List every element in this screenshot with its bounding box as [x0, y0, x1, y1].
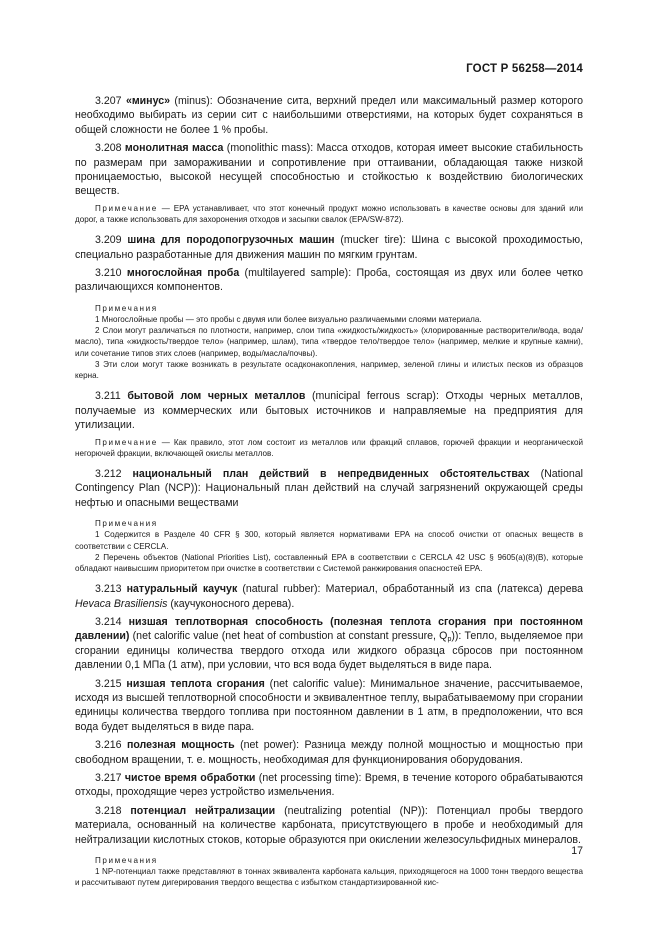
- document-body: [75, 94, 583, 893]
- page-number: 17: [571, 845, 583, 857]
- note: 1 Многослойные пробы — это пробы с двумя или более визуально различаемыми слоями материала.: [95, 315, 482, 325]
- term: многослойная проба: [126, 267, 240, 280]
- entry-3-210: 3.210 многослойная проба (multilayered sample): Проба, состоящая из двух или более четко различающихся компонентов.: [75, 267, 584, 294]
- term: натуральный каучук: [126, 583, 238, 596]
- note: 3 Эти слои могут также возникать в результате осадконакопления, например, зеленой глины и илистых песков из образцов керна.: [75, 359, 583, 381]
- note: 2 Перечень объектов (National Priorities List), составленный EPA в соответствии с CERCLA 42 USC § 9605(a)(8)(B), которые обладают наивысшим приоритетом при очистке в соответствии с Системой ранжирования опасностей EPA.: [75, 552, 583, 573]
- entry-3-215: 3.215 низшая теплота сгорания (net calorific value): Минимальное значение, рассчитываемое, исходя из высшей теплотворной способности и эквивалентное теплу, вырабатываемому при сгорании единицы количества твердого топлива при постоянном давлении в 1 атм, в предположении, что вся вода будет выделяться в виде пара.: [75, 677, 583, 733]
- entry-3-216: 3.216 полезная мощность (net power): Разница между полной мощностью и мощностью при свободном вращении, т. е. мощность, необходимая для функционирования оборудования.: [75, 739, 583, 766]
- entry-3-217: 3.217 чистое время обработки (net processing time): Время, в течение которого обрабатываются отходы, проходящие через устройство измельчения.: [75, 772, 583, 799]
- entry-3-213: 3.213 натуральный каучук (natural rubber): Материал, обработанный из спа (латекса) дерева Hevaca Brasiliensis (каучуконосного дерева).: [75, 583, 583, 610]
- entry-3-212: 3.212 национальный план действий в непредвиденных обстоятельствах (National Contingency Plan (NCP)): Национальный план действий на случай загрязнений окружающей среды нефтью и опасными веществами: [75, 467, 583, 509]
- term: «минус»: [125, 95, 170, 107]
- term: национальный план действий в непредвиденных обстоятельствах: [132, 467, 530, 480]
- term: шина для породопогрузочных машин: [127, 234, 335, 247]
- term: бытовой лом черных металлов: [127, 390, 306, 403]
- entry-3-218: 3.218 потенциал нейтрализации (neutralizing potential (NP)): Потенциал пробы твердого материала, основанный на количестве карбоната, присутствующего в пробе и необходимый для нейтрализации кислотных стоков, которые образуются при окислении железосульфидных минералов.: [75, 804, 584, 846]
- term: потенциал нейтрализации: [130, 804, 276, 817]
- entry-3-208: 3.208 монолитная масса (monolithic mass): Масса отходов, которая имеет высокие стабильность по размерам при замораживании и сопротивление при оттаивании, обладающая также низкой проницаемостью, высокой несущей способностью и стойкостью к воздействию биологических веществ.: [75, 142, 583, 198]
- term: низшая теплота сгорания: [126, 677, 265, 690]
- notes-heading: Примечания: [95, 519, 158, 529]
- term: чистое время обработки: [124, 772, 256, 785]
- entry-3-207: 3.207 «минус» (minus): Обозначение сита, верхний предел или максимальный размер которого необходимо выбирать из серии сит с наибольшими отверстиями, на которых будет сохраняться в общей сложности не более 1 % пробы.: [75, 95, 583, 136]
- note: 2 Слои могут различаться по плотности, например, слои типа «жидкость/жидкость» (хлорированные растворители/вода, вода/масло), типа «жидкость/твердое тело» (например, шлам), типа «твердое тело/твердое тело» (например, мелкие и крупные камни), или сочетание типов этих слоев (например, воды/масла/почвы).: [75, 326, 583, 358]
- entry-3-214: 3.214 низшая теплотворная способность (полезная теплота сгорания при постоянном давлении) (net calorific value (net heat of combustion at constant pressure, $Q_p$)): Тепло, выделяемое при сгорании единицы количества твердого отхода или жидкого образца сбросов при постоянном давлении 0,1 МПа (1 атм), при условии, что вся вода будет выделяться в виде пара.: [75, 615, 584, 672]
- note: Примечание — EPA устанавливает, что этот конечный продукт можно использовать в качестве основы для зданий или дорог, а также использовать для захоронения отходов и засыпки свалок (EPA/SW-872).: [75, 203, 583, 225]
- notes-heading: Примечания: [95, 303, 158, 313]
- notes-heading: Примечания: [95, 856, 158, 866]
- term: полезная мощность: [126, 739, 235, 752]
- note: 1 Содержится в Разделе 40 CFR § 300, который является нормативами EPA на способ очистки от опасных веществ в соответствии с CERCLA.: [75, 530, 583, 551]
- entry-3-209: 3.209 шина для породопогрузочных машин (mucker tire): Шина с высокой проходимостью, специально разработанные для движения машин по мягким грунтам.: [75, 234, 583, 261]
- entry-3-211: 3.211 бытовой лом черных металлов (municipal ferrous scrap): Отходы черных металлов, получаемые из коммерческих или бытовых источников и направляемые на предприятия для утилизации.: [75, 390, 583, 432]
- note: 1 NP-потенциал также представляют в тоннах эквивалента карбоната кальция, приходящегося на 1000 тонн твердого вещества и рассчитывают путем дигерирования твердого вещества с избытком стандартизированной кис-: [75, 867, 583, 888]
- term: низшая теплотворная способность (полезная теплота сгорания при постоянном давлении): [75, 615, 583, 643]
- note: Примечание — Как правило, этот лом состоит из металлов или фракций сплавов, горючей фракции и неорганической негорючей фракции, включающей окислы металлов.: [75, 437, 583, 458]
- document-id: ГОСТ Р 56258—2014: [466, 63, 583, 75]
- term: монолитная масса: [124, 142, 224, 155]
